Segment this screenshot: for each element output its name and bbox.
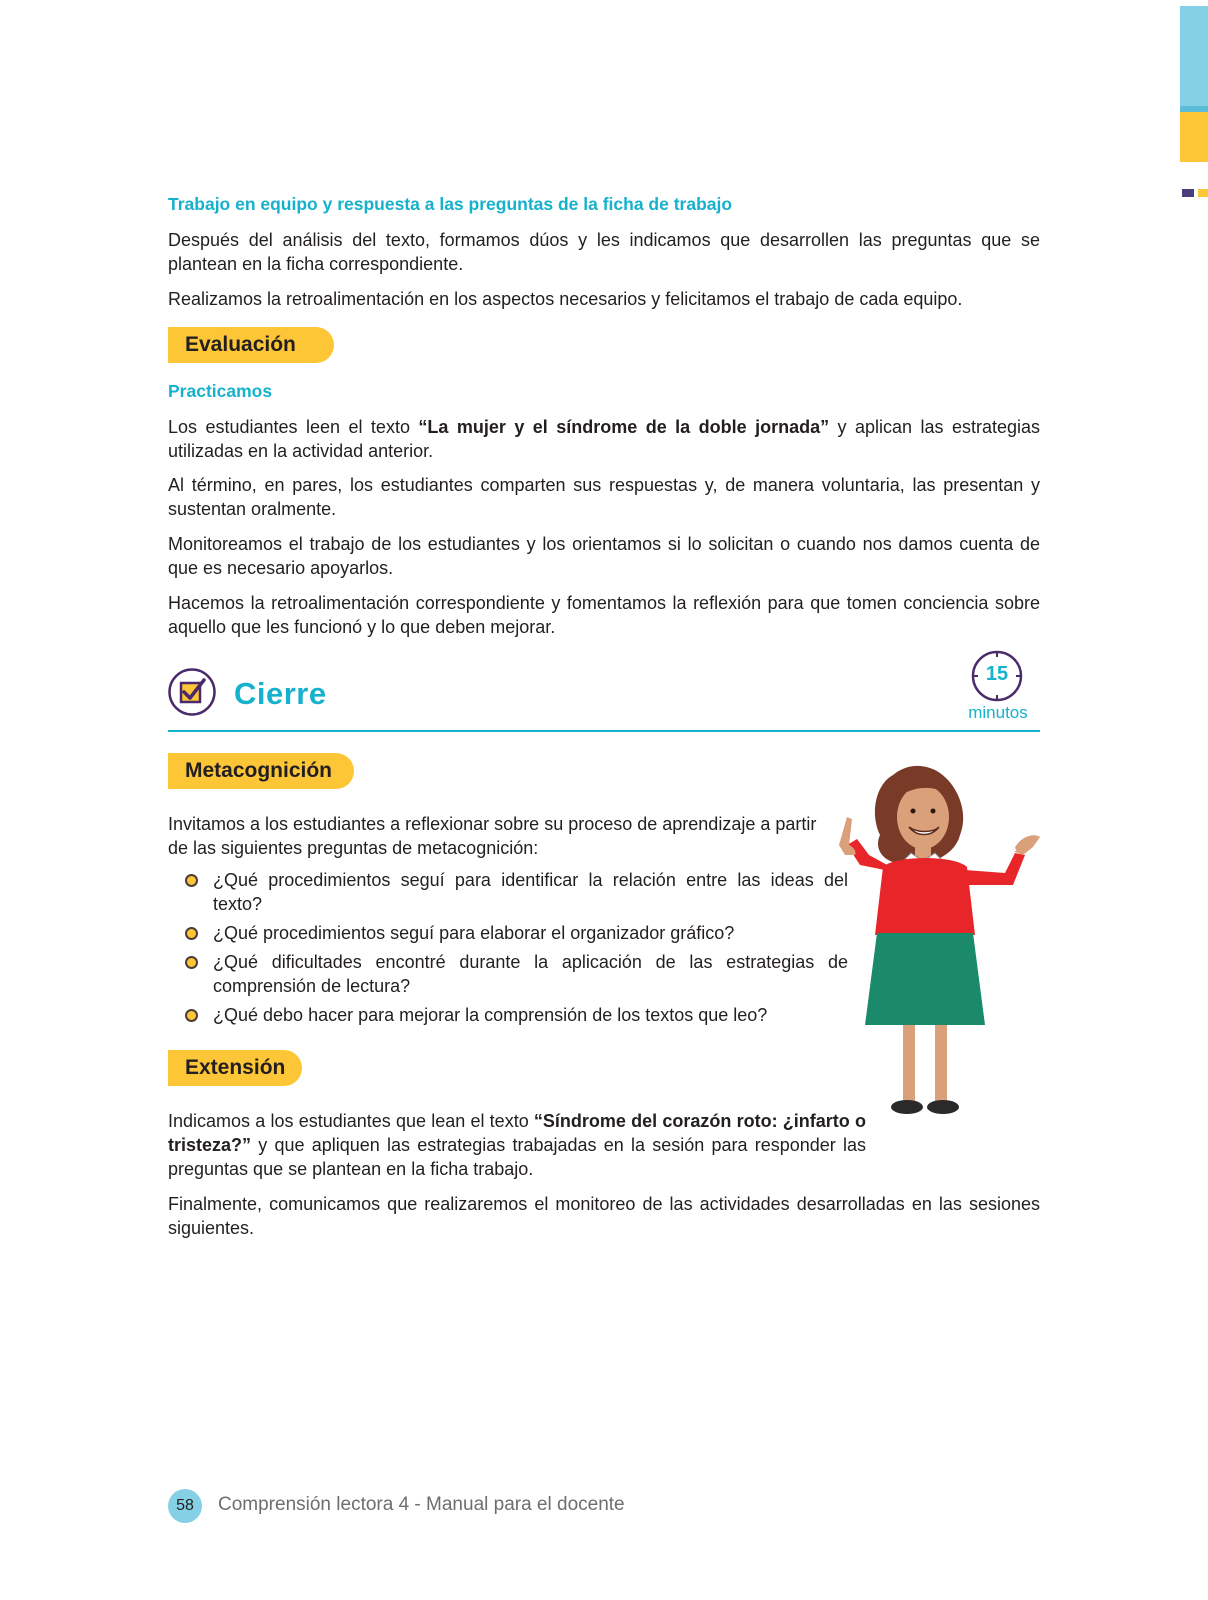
question-text: ¿Qué debo hacer para mejorar la comprensión de los textos que leo? bbox=[213, 1005, 768, 1025]
text: y aplican las estrategias utilizadas en la actividad anterior. bbox=[168, 417, 1040, 461]
list-item bbox=[168, 868, 848, 916]
bullet-icon bbox=[185, 927, 198, 940]
list-item bbox=[168, 950, 848, 998]
timer-unit: minutos bbox=[968, 703, 1028, 722]
paragraph: Finalmente, comunicamos que realizaremos el monitoreo de las actividades desarrolladas en las sesiones siguientes. bbox=[168, 1194, 1040, 1238]
paragraph: Invitamos a los estudiantes a reflexionar sobre su proceso de aprendizaje a partir de las siguientes preguntas de metacognición: bbox=[168, 814, 817, 858]
side-tab-yellow bbox=[1180, 112, 1208, 162]
bullet-icon bbox=[185, 956, 198, 969]
side-tab-blue bbox=[1180, 6, 1208, 106]
question-text: ¿Qué dificultades encontré durante la aplicación de las estrategias de comprensión de lectura? bbox=[213, 952, 848, 996]
divider bbox=[168, 730, 1040, 732]
timer-value: 15 bbox=[985, 663, 1009, 685]
text: Los estudiantes leen el texto bbox=[168, 417, 419, 437]
teacher-illustration bbox=[835, 755, 1065, 1130]
list-item bbox=[168, 1003, 848, 1027]
text: y que apliquen las estrategias trabajadas en la sesión para responder las preguntas que se plantean en la ficha trabajo. bbox=[168, 1135, 866, 1179]
subheading-practicamos: Practicamos bbox=[168, 381, 273, 401]
paragraph: Después del análisis del texto, formamos dúos y les indicamos que desarrollen las preguntas que se plantean en la ficha correspondiente. bbox=[168, 230, 1040, 274]
paragraph: Hacemos la retroalimentación correspondiente y fomentamos la reflexión para que tomen conciencia sobre aquello que les funcionó y lo que deben mejorar. bbox=[168, 593, 1040, 637]
question-text: ¿Qué procedimientos seguí para elaborar el organizador gráfico? bbox=[213, 923, 735, 943]
bullet-icon bbox=[185, 1009, 198, 1022]
footer-book-title: Comprensión lectora 4 - Manual para el docente bbox=[218, 1494, 625, 1515]
paragraph: Monitoreamos el trabajo de los estudiantes y los orientamos si lo solicitan o cuando nos damos cuenta de que es necesario apoyarlos. bbox=[168, 534, 1040, 578]
paragraph: Al término, en pares, los estudiantes comparten sus respuestas y, de manera voluntaria, las presentan y sustentan oralmente. bbox=[168, 475, 1040, 519]
text: Indicamos a los estudiantes que lean el texto bbox=[168, 1111, 534, 1131]
question-list bbox=[168, 868, 848, 1032]
checkbox-icon bbox=[168, 668, 216, 716]
section-heading-trabajo: Trabajo en equipo y respuesta a las preguntas de la ficha de trabajo bbox=[168, 194, 733, 214]
question-text: ¿Qué procedimientos seguí para identificar la relación entre las ideas del texto? bbox=[213, 870, 848, 914]
section-title-cierre: Cierre bbox=[234, 676, 327, 711]
bold-title: “La mujer y el síndrome de la doble jornada” bbox=[418, 417, 830, 437]
pill-metacognicion: Metacognición bbox=[168, 753, 354, 789]
paragraph: Realizamos la retroalimentación en los aspectos necesarios y felicitamos el trabajo de cada equipo. bbox=[168, 289, 963, 309]
paragraph bbox=[168, 1109, 866, 1181]
pill-evaluacion: Evaluación bbox=[168, 327, 334, 363]
bold-title: “Síndrome del corazón roto: ¿infarto o tristeza?” bbox=[168, 1111, 866, 1155]
pill-extension: Extensión bbox=[168, 1050, 302, 1086]
page-number: 58 bbox=[168, 1489, 202, 1523]
paragraph bbox=[168, 415, 1040, 463]
list-item bbox=[168, 921, 848, 945]
side-tab-dots bbox=[1182, 189, 1208, 197]
bullet-icon bbox=[185, 874, 198, 887]
